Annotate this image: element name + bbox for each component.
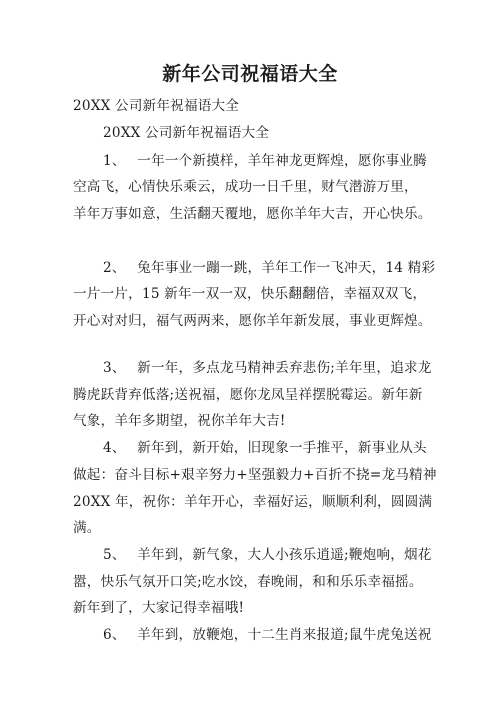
document-title: 新年公司祝福语大全	[162, 63, 338, 85]
paragraph-line: 做起：奋斗目标+艰辛努力+坚强毅力+百折不挠=龙马精神	[73, 467, 437, 483]
paragraph-line: 开心对对归，福气两两来，愿你羊年新发展，事业更辉煌。	[73, 313, 432, 329]
paragraph-line: 1、 一年一个新摸样，羊年神龙更辉煌，愿你事业腾	[103, 153, 427, 169]
paragraph-line: 6、 羊年到，放鞭炮，十二生肖来报道;鼠牛虎兔送祝	[103, 627, 432, 643]
paragraph-line: 满。	[73, 520, 101, 536]
paragraph-line: 2、 兔年事业一蹦一跳，羊年工作一飞冲天，14 精彩	[103, 260, 436, 276]
paragraph-line: 新年到了，大家记得幸福哦!	[73, 600, 245, 616]
paragraph-line: 4、 新年到，新开始，旧现象一手推平，新事业从头	[103, 440, 427, 456]
paragraph-line: 羊年万事如意，生活翻天覆地，愿你羊年大吉，开心快乐。	[73, 206, 432, 222]
subtitle: 20XX 公司新年祝福语大全	[73, 98, 240, 114]
paragraph-line: 腾虎跃背弃低落;送祝福，愿你龙凤呈祥摆脱霉运。新年新	[73, 387, 423, 403]
section-heading: 20XX 公司新年祝福语大全	[103, 125, 270, 141]
paragraph-line: 空高飞，心情快乐乘云，成功一日千里，财气潜游万里，	[73, 179, 418, 195]
paragraph-line: 气象，羊年多期望，祝你羊年大吉!	[73, 413, 286, 429]
paragraph-line: 嚣，快乐气氛开口笑;吃水饺，春晚闹，和和乐乐幸福摇。	[73, 574, 423, 590]
paragraph-line: 5、 羊年到，新气象，大人小孩乐逍遥;鞭炮响，烟花	[103, 547, 432, 563]
paragraph-line: 20XX 年，祝你：羊年开心，幸福好运，顺顺利利，圆圆满	[73, 494, 433, 510]
paragraph-line: 一片一片，15 新年一双一双，快乐翻翻倍，幸福双双飞，	[73, 286, 427, 302]
paragraph-line: 3、 新一年，多点龙马精神丢弃悲伤;羊年里，追求龙	[103, 360, 432, 376]
